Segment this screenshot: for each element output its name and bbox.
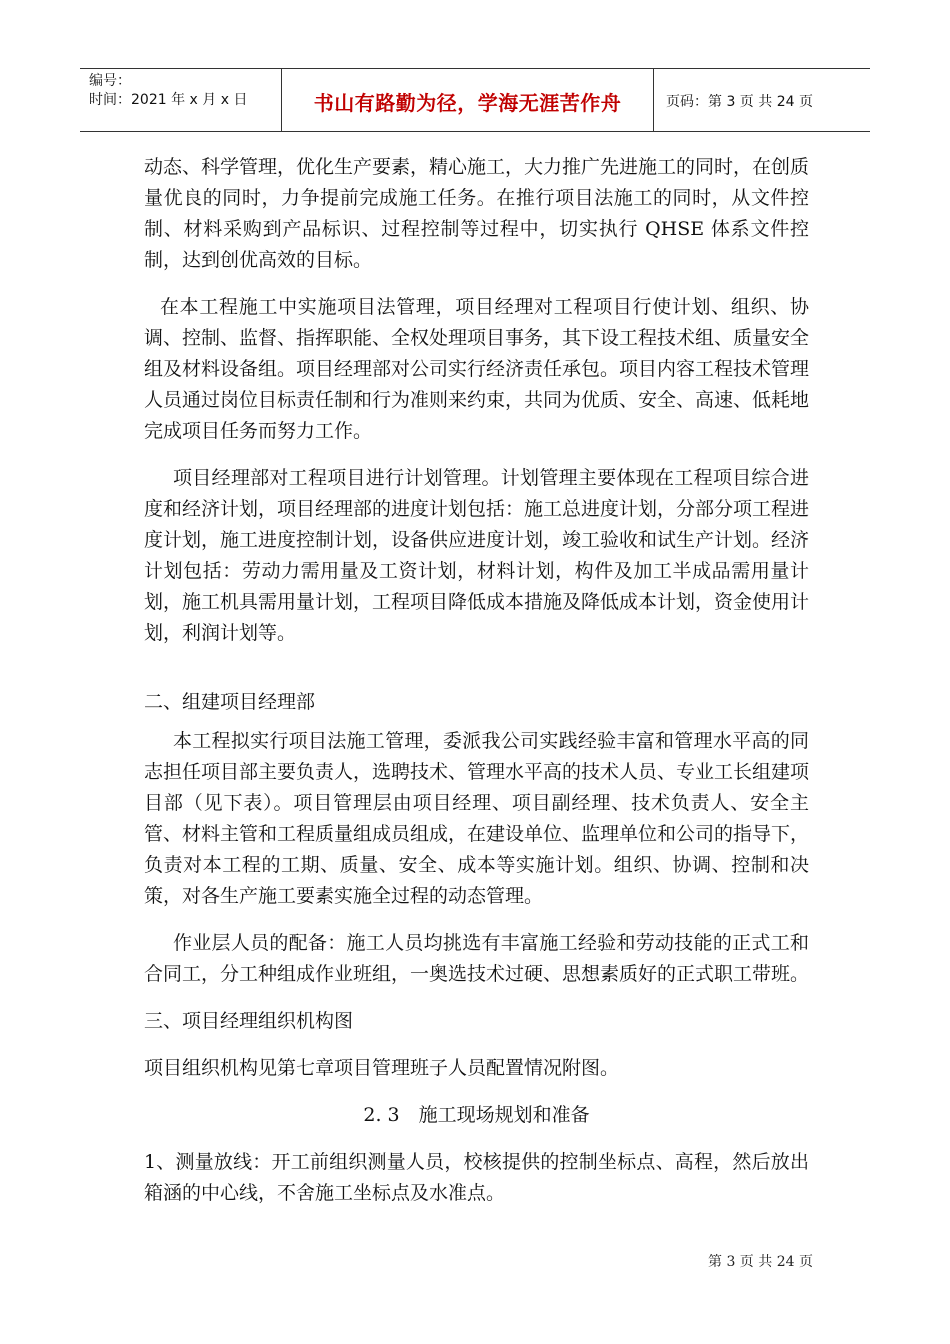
page-footer-number: 第 3 页 共 24 页	[708, 1254, 813, 1270]
paragraph: 项目经理部对工程项目进行计划管理。计划管理主要体现在工程项目综合进度和经济计划，项目经理部的进度计划包括：施工总进度计划，分部分项工程进度计划，施工进度控制计划，设备供应进度计划，竣工验收和试生产计划。经济计划包括：劳动力需用量及工资计划，材料计划，构件及加工半成品需用量计划，施工机具需用量计划，工程项目降低成本措施及降低成本计划，资金使用计划，利润计划等。	[144, 467, 810, 644]
paragraph: 动态、科学管理，优化生产要素，精心施工，大力推广先进施工的同时，在创质量优良的同时，力争提前完成施工任务。在推行项目法施工的同时，从文件控制、材料采购到产品标识、过程控制等过程中，切实执行 QHSE 体系文件控制，达到创优高效的目标。	[144, 156, 810, 271]
document-number-label: 编号：	[89, 73, 131, 89]
document-body	[144, 152, 809, 1209]
paragraph: 1、测量放线：开工前组织测量人员，校核提供的控制坐标点、高程，然后放出箱涵的中心线，不舍施工坐标点及水准点。	[144, 1151, 809, 1204]
page-header	[80, 68, 870, 132]
paragraph: 本工程拟实行项目法施工管理，委派我公司实践经验丰富和管理水平高的同志担任项目部主要负责人，选聘技术、管理水平高的技术人员、专业工长组建项目部（见下表）。项目管理层由项目经理、项目副经理、技术负责人、安全主管、材料主管和工程质量组成员组成，在建设单位、监理单位和公司的指导下，负责对本工程的工期、质量、安全、成本等实施计划。组织、协调、控制和决策，对各生产施工要素实施全过程的动态管理。	[144, 730, 810, 907]
document-date-label: 时间：2021 年 x 月 x 日	[89, 92, 248, 108]
header-page-cell	[654, 69, 870, 131]
section-heading: 三、项目经理组织机构图	[144, 1010, 354, 1032]
paragraph: 在本工程施工中实施项目法管理，项目经理对工程项目行使计划、组织、协调、控制、监督、指挥职能、全权处理项目事务，其下设工程技术组、质量安全组及材料设备组。项目经理部对公司实行经济责任承包。项目内容工程技术管理人员通过岗位目标责任制和行为准则来约束，共同为优质、安全、高速、低耗地完成项目任务而努力工作。	[144, 296, 810, 442]
header-motto: 书山有路勤为径，学海无涯苦作舟	[313, 91, 622, 115]
paragraph: 作业层人员的配备：施工人员均挑选有丰富施工经验和劳动技能的正式工和合同工，分工种组成作业班组，一奥选技术过硬、思想素质好的正式职工带班。	[144, 932, 810, 985]
header-motto-cell	[282, 69, 654, 131]
header-info-cell	[80, 69, 282, 131]
section-heading: 二、组建项目经理部	[144, 691, 316, 713]
header-page-number: 页码：第 3 页 共 24 页	[666, 94, 813, 110]
paragraph: 项目组织机构见第七章项目管理班子人员配置情况附图。	[144, 1057, 620, 1079]
section-title: 2. 3 施工现场规划和准备	[363, 1104, 590, 1126]
